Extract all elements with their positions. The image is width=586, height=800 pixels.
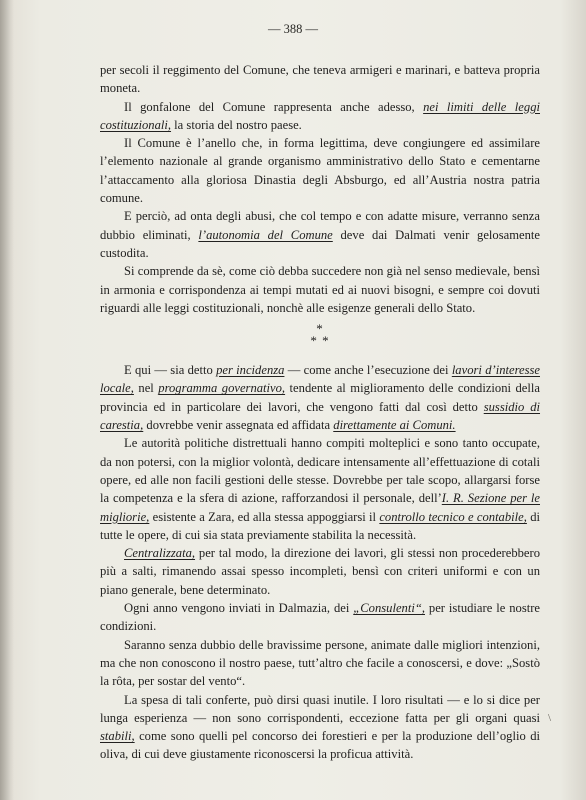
emphasized-text: stabili,: [100, 729, 135, 744]
paragraph: [100, 691, 540, 764]
emphasized-text: Centralizzata,: [124, 546, 196, 561]
text-run: nel: [133, 381, 159, 396]
paragraph: [100, 636, 540, 691]
text-run: per istudiare le nostre condizioni.: [100, 601, 541, 634]
page-number: — 388 —: [268, 22, 318, 36]
emphasized-text: per incidenza: [216, 363, 285, 378]
emphasized-text: nei limiti delle leggi costituzionali,: [100, 99, 540, 132]
text-run: Saranno senza dubbio delle bravissime persone, animate dalle migliori intenzioni, ma che non conoscono il nostro paese, tutt’altro che facile a conoscersi, e dove: „Sostò la rôta, per sostar del vento“.: [100, 637, 540, 689]
text-run: tendente al miglioramento delle condizioni della provincia ed in particolare dei lavori, che vengono fatti dal così detto: [100, 381, 540, 414]
margin-mark: \: [548, 712, 552, 724]
paragraph: [100, 544, 540, 599]
emphasized-text: sussidio di carestia,: [100, 399, 541, 433]
text-run: di tutte le opere, di cui sia stata previamente stabilita la necessità.: [100, 509, 540, 542]
binding-shadow: [0, 0, 14, 800]
text-run: la storia del nostro paese.: [171, 117, 302, 132]
emphasized-text: programma governativo,: [158, 381, 286, 396]
text-run: Il gonfalone del Comune rappresenta anche adesso,: [124, 99, 424, 114]
text-run: Si comprende da sè, come ciò debba succedere non già nel senso medievale, bensì in armonia e corrispondenza ai tempi mutati ed ai nuovi bisogni, e sempre coi dovuti riguardi alle leggi costituzionali, nonchè alle esigenze generali dello Stato.: [100, 264, 540, 315]
text-run: E perciò, ad onta degli abusi, che col tempo e con adatte misure, verranno senza dubbio eliminati,: [100, 209, 540, 242]
body-text: [100, 61, 540, 764]
paragraph: [100, 61, 540, 98]
emphasized-text: direttamente ai Comuni.: [333, 418, 456, 433]
emphasized-text: I. R. Sezione per le migliorie,: [100, 491, 540, 524]
text-run: E qui — sia detto: [124, 363, 217, 378]
section-separator: * * *: [310, 321, 330, 349]
text-run: dovrebbe venir assegnata ed affidata: [143, 418, 334, 433]
text-run: per secoli il reggimento del Comune, che teneva armigeri e marinari, e batteva propria moneta.: [100, 63, 540, 96]
text-run: esistente a Zara, ed alla stessa appoggiarsi il: [149, 509, 380, 524]
paragraph: [100, 434, 540, 544]
text-run: Le autorità politiche distrettuali hanno compiti molteplici e sono tanto occupate, da non potersi, con la miglior volontà, dedicare intensamente all’effettuazione di cotali opere, ed alle non facili gestioni delle stesse. Dovrebbe per tale scopo, allargarsi forse la competenza e la sfera di azione, rafforzandosi il personale, dell’: [100, 436, 540, 506]
paragraph: [100, 262, 540, 317]
text-run: Ogni anno vengono inviati in Dalmazia, dei: [124, 601, 354, 616]
text-run: deve dai Dalmati venir gelosamente custodita.: [100, 227, 540, 260]
paragraph: [100, 98, 540, 135]
text-run: La spesa di tali conferte, può dirsi quasi inutile. I loro risultati — e lo si dice per lunga esperienza — non sono corrispondenti, eccezione fatta per gli organi quasi: [100, 692, 540, 725]
text-run: come sono quelli pel concorso dei forestieri e per la produzione dell’oglio di oliva, di cui deve giustamente riconoscersi la proficua attività.: [100, 729, 540, 762]
paragraph: [100, 134, 540, 207]
emphasized-text: controllo tecnico e contabile,: [379, 509, 527, 524]
emphasized-text: lavori d’interesse locale,: [100, 363, 540, 396]
text-run: per tal modo, la direzione dei lavori, gli stessi non procederebbero più a salti, rimanendo assai spesso incompleti, bensì con criteri uniformi e con un piano generale, bene determinato.: [100, 546, 540, 597]
emphasized-text: l’autonomia del Comune: [198, 227, 333, 242]
paragraph: [100, 599, 540, 636]
text-run: — come anche l’esecuzione dei: [284, 363, 452, 378]
paragraph: [100, 361, 540, 434]
text-run: Il Comune è l’anello che, in forma legittima, deve congiungere ed assimilare l’elemento nazionale al grande organismo amministrativo dello Stato e cementarne l’attaccamento alla gloriosa Dinastia degli Absburgo, ed all’Austria nostra patria comune.: [100, 136, 540, 206]
emphasized-text: „Consulenti“,: [353, 601, 425, 616]
paragraph: [100, 207, 540, 262]
